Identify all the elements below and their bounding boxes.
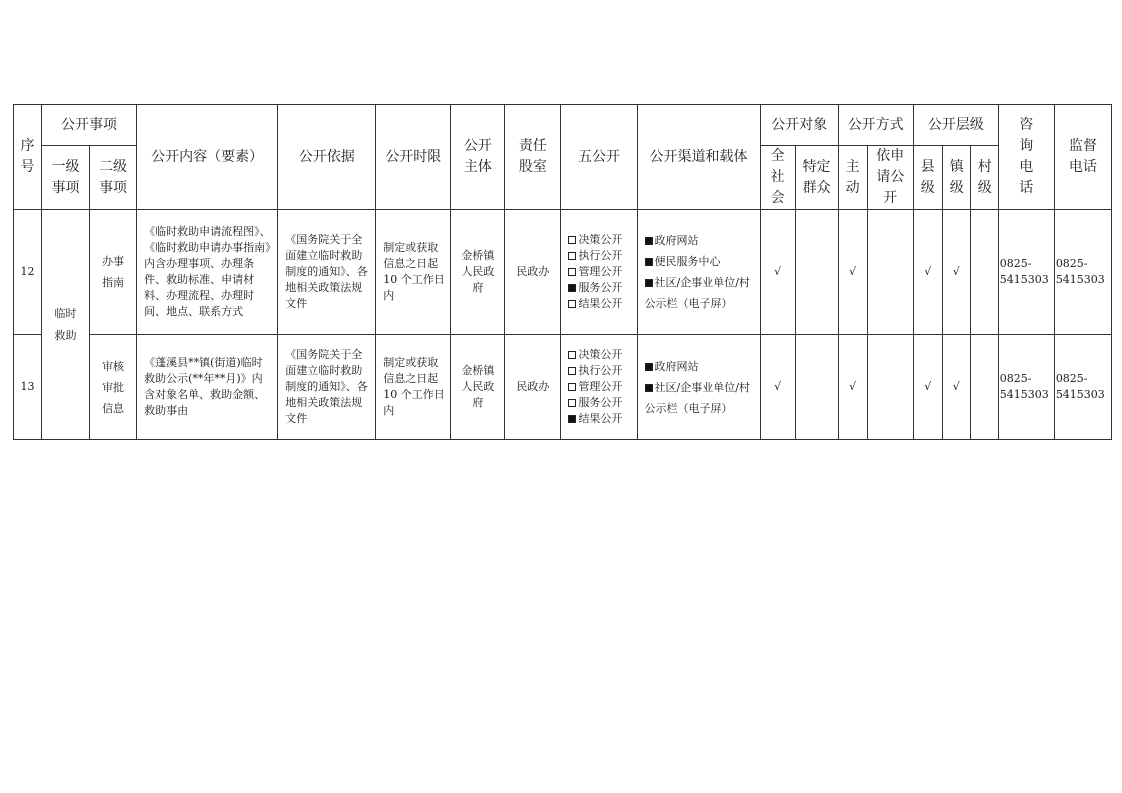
checkbox-icon	[568, 236, 576, 244]
channel-label: 政府网站	[654, 359, 699, 373]
row-consult: 0825-5415303	[998, 335, 1054, 440]
row-target-all: √	[760, 335, 795, 440]
option-label: 结果公开	[578, 297, 623, 310]
five-open-option	[568, 411, 632, 427]
channel-item	[645, 251, 756, 272]
row-method-active: √	[838, 335, 867, 440]
header-level-village: 村级	[970, 146, 998, 210]
checkbox-icon	[568, 383, 576, 391]
row-time: 制定或获取信息之日起10 个工作日内	[376, 335, 451, 440]
row-basis: 《国务院关于全面建立临时救助制度的通知》、各地相关政策法规文件	[278, 335, 376, 440]
row-subject: 金桥镇人民政府	[451, 210, 505, 335]
channel-item	[645, 356, 756, 377]
header-method-apply: 依申请公开	[867, 146, 913, 210]
channel-label: 便民服务中心	[654, 255, 721, 268]
checkbox-icon	[568, 252, 576, 260]
filled-square-icon	[645, 237, 653, 245]
checkbox-icon	[568, 367, 576, 375]
channel-item	[645, 377, 756, 419]
header-method-group: 公开方式	[838, 105, 913, 146]
row-method-active: √	[838, 210, 867, 335]
row-supervise: 0825-5415303	[1054, 210, 1111, 335]
checkbox-icon	[568, 351, 576, 359]
row-seq: 13	[14, 335, 42, 440]
channel-label: 社区/企事业单位/村公示栏（电子屏）	[644, 380, 750, 415]
row-target-all: √	[760, 210, 795, 335]
five-open-option	[568, 363, 632, 379]
row-dept: 民政办	[505, 210, 561, 335]
channel-label: 社区/企事业单位/村公示栏（电子屏）	[644, 276, 750, 310]
table-row	[14, 335, 1112, 440]
five-open-option	[568, 280, 632, 296]
row-level2: 审核审批信息	[90, 335, 137, 440]
header-subject: 公开主体	[451, 105, 505, 210]
header-time: 公开时限	[376, 105, 451, 210]
row-method-apply	[867, 335, 913, 440]
row-five-open	[561, 210, 637, 335]
five-open-option	[568, 379, 632, 395]
header-five-open: 五公开	[561, 105, 637, 210]
row-subject: 金桥镇人民政府	[451, 335, 505, 440]
filled-square-icon	[645, 363, 653, 371]
header-seq: 序号	[14, 105, 42, 210]
five-open-option	[568, 296, 632, 312]
filled-square-icon	[645, 279, 653, 287]
channel-item	[645, 272, 756, 314]
five-open-option	[568, 264, 632, 280]
option-label: 管理公开	[578, 380, 623, 393]
header-level2: 二级事项	[90, 146, 137, 210]
header-target-all: 全社会	[760, 146, 795, 210]
row-target-specific	[795, 210, 838, 335]
row-content: 《蓬溪县**镇(街道)临时救助公示(**年**月)》内含对象名单、救助金额、救助事由	[137, 335, 278, 440]
row-supervise: 0825-5415303	[1054, 335, 1111, 440]
channel-label: 政府网站	[654, 234, 699, 247]
header-basis: 公开依据	[278, 105, 376, 210]
row-channel	[637, 210, 760, 335]
row-target-specific	[795, 335, 838, 440]
row-time: 制定或获取信息之日起10 个工作日内	[376, 210, 451, 335]
option-label: 执行公开	[578, 249, 623, 262]
checkbox-icon	[568, 268, 576, 276]
checkbox-icon	[568, 300, 576, 308]
header-level-county: 县级	[913, 146, 942, 210]
table-row	[14, 210, 1112, 335]
five-open-option	[568, 395, 632, 411]
header-method-active: 主动	[838, 146, 867, 210]
header-target-group: 公开对象	[760, 105, 838, 146]
five-open-option	[568, 347, 632, 363]
header-content: 公开内容（要素）	[137, 105, 278, 210]
row-level2: 办事指南	[90, 210, 137, 335]
row-level-town: √	[942, 335, 970, 440]
row-level-village	[970, 335, 998, 440]
row-dept: 民政办	[505, 335, 561, 440]
header-items-group: 公开事项	[42, 105, 137, 146]
row-level-village	[970, 210, 998, 335]
row-seq: 12	[14, 210, 42, 335]
checkbox-filled-icon	[568, 415, 576, 423]
header-consult: 咨询电话	[998, 105, 1054, 210]
header-channel: 公开渠道和载体	[637, 105, 760, 210]
disclosure-table	[13, 104, 1112, 440]
header-supervise: 监督电话	[1054, 105, 1111, 210]
header-level-town: 镇级	[942, 146, 970, 210]
level1-cell: 临时救助	[42, 210, 90, 440]
row-content: 《临时救助申请流程图》、《临时救助申请办事指南》内含办理事项、办理条件、救助标准、申请材料、办理流程、办理时间、地点、联系方式	[137, 210, 278, 335]
row-level-town: √	[942, 210, 970, 335]
option-label: 执行公开	[578, 364, 623, 377]
header-dept: 责任股室	[505, 105, 561, 210]
five-open-option	[568, 248, 632, 264]
checkbox-filled-icon	[568, 284, 576, 292]
row-channel	[637, 335, 760, 440]
option-label: 管理公开	[578, 265, 623, 278]
row-level-county: √	[913, 210, 942, 335]
filled-square-icon	[645, 258, 653, 266]
header-target-specific: 特定群众	[795, 146, 838, 210]
header-level-group: 公开层级	[913, 105, 998, 146]
row-basis: 《国务院关于全面建立临时救助制度的通知》、各地相关政策法规文件	[278, 210, 376, 335]
option-label: 结果公开	[578, 412, 623, 425]
row-method-apply	[867, 210, 913, 335]
option-label: 服务公开	[578, 281, 623, 294]
option-label: 服务公开	[578, 396, 623, 409]
five-open-option	[568, 232, 632, 248]
filled-square-icon	[645, 384, 653, 392]
row-level-county: √	[913, 335, 942, 440]
option-label: 决策公开	[578, 233, 623, 246]
checkbox-icon	[568, 399, 576, 407]
header-level1: 一级事项	[42, 146, 90, 210]
option-label: 决策公开	[578, 348, 623, 361]
channel-item	[645, 230, 756, 251]
row-five-open	[561, 335, 637, 440]
row-consult: 0825-5415303	[998, 210, 1054, 335]
